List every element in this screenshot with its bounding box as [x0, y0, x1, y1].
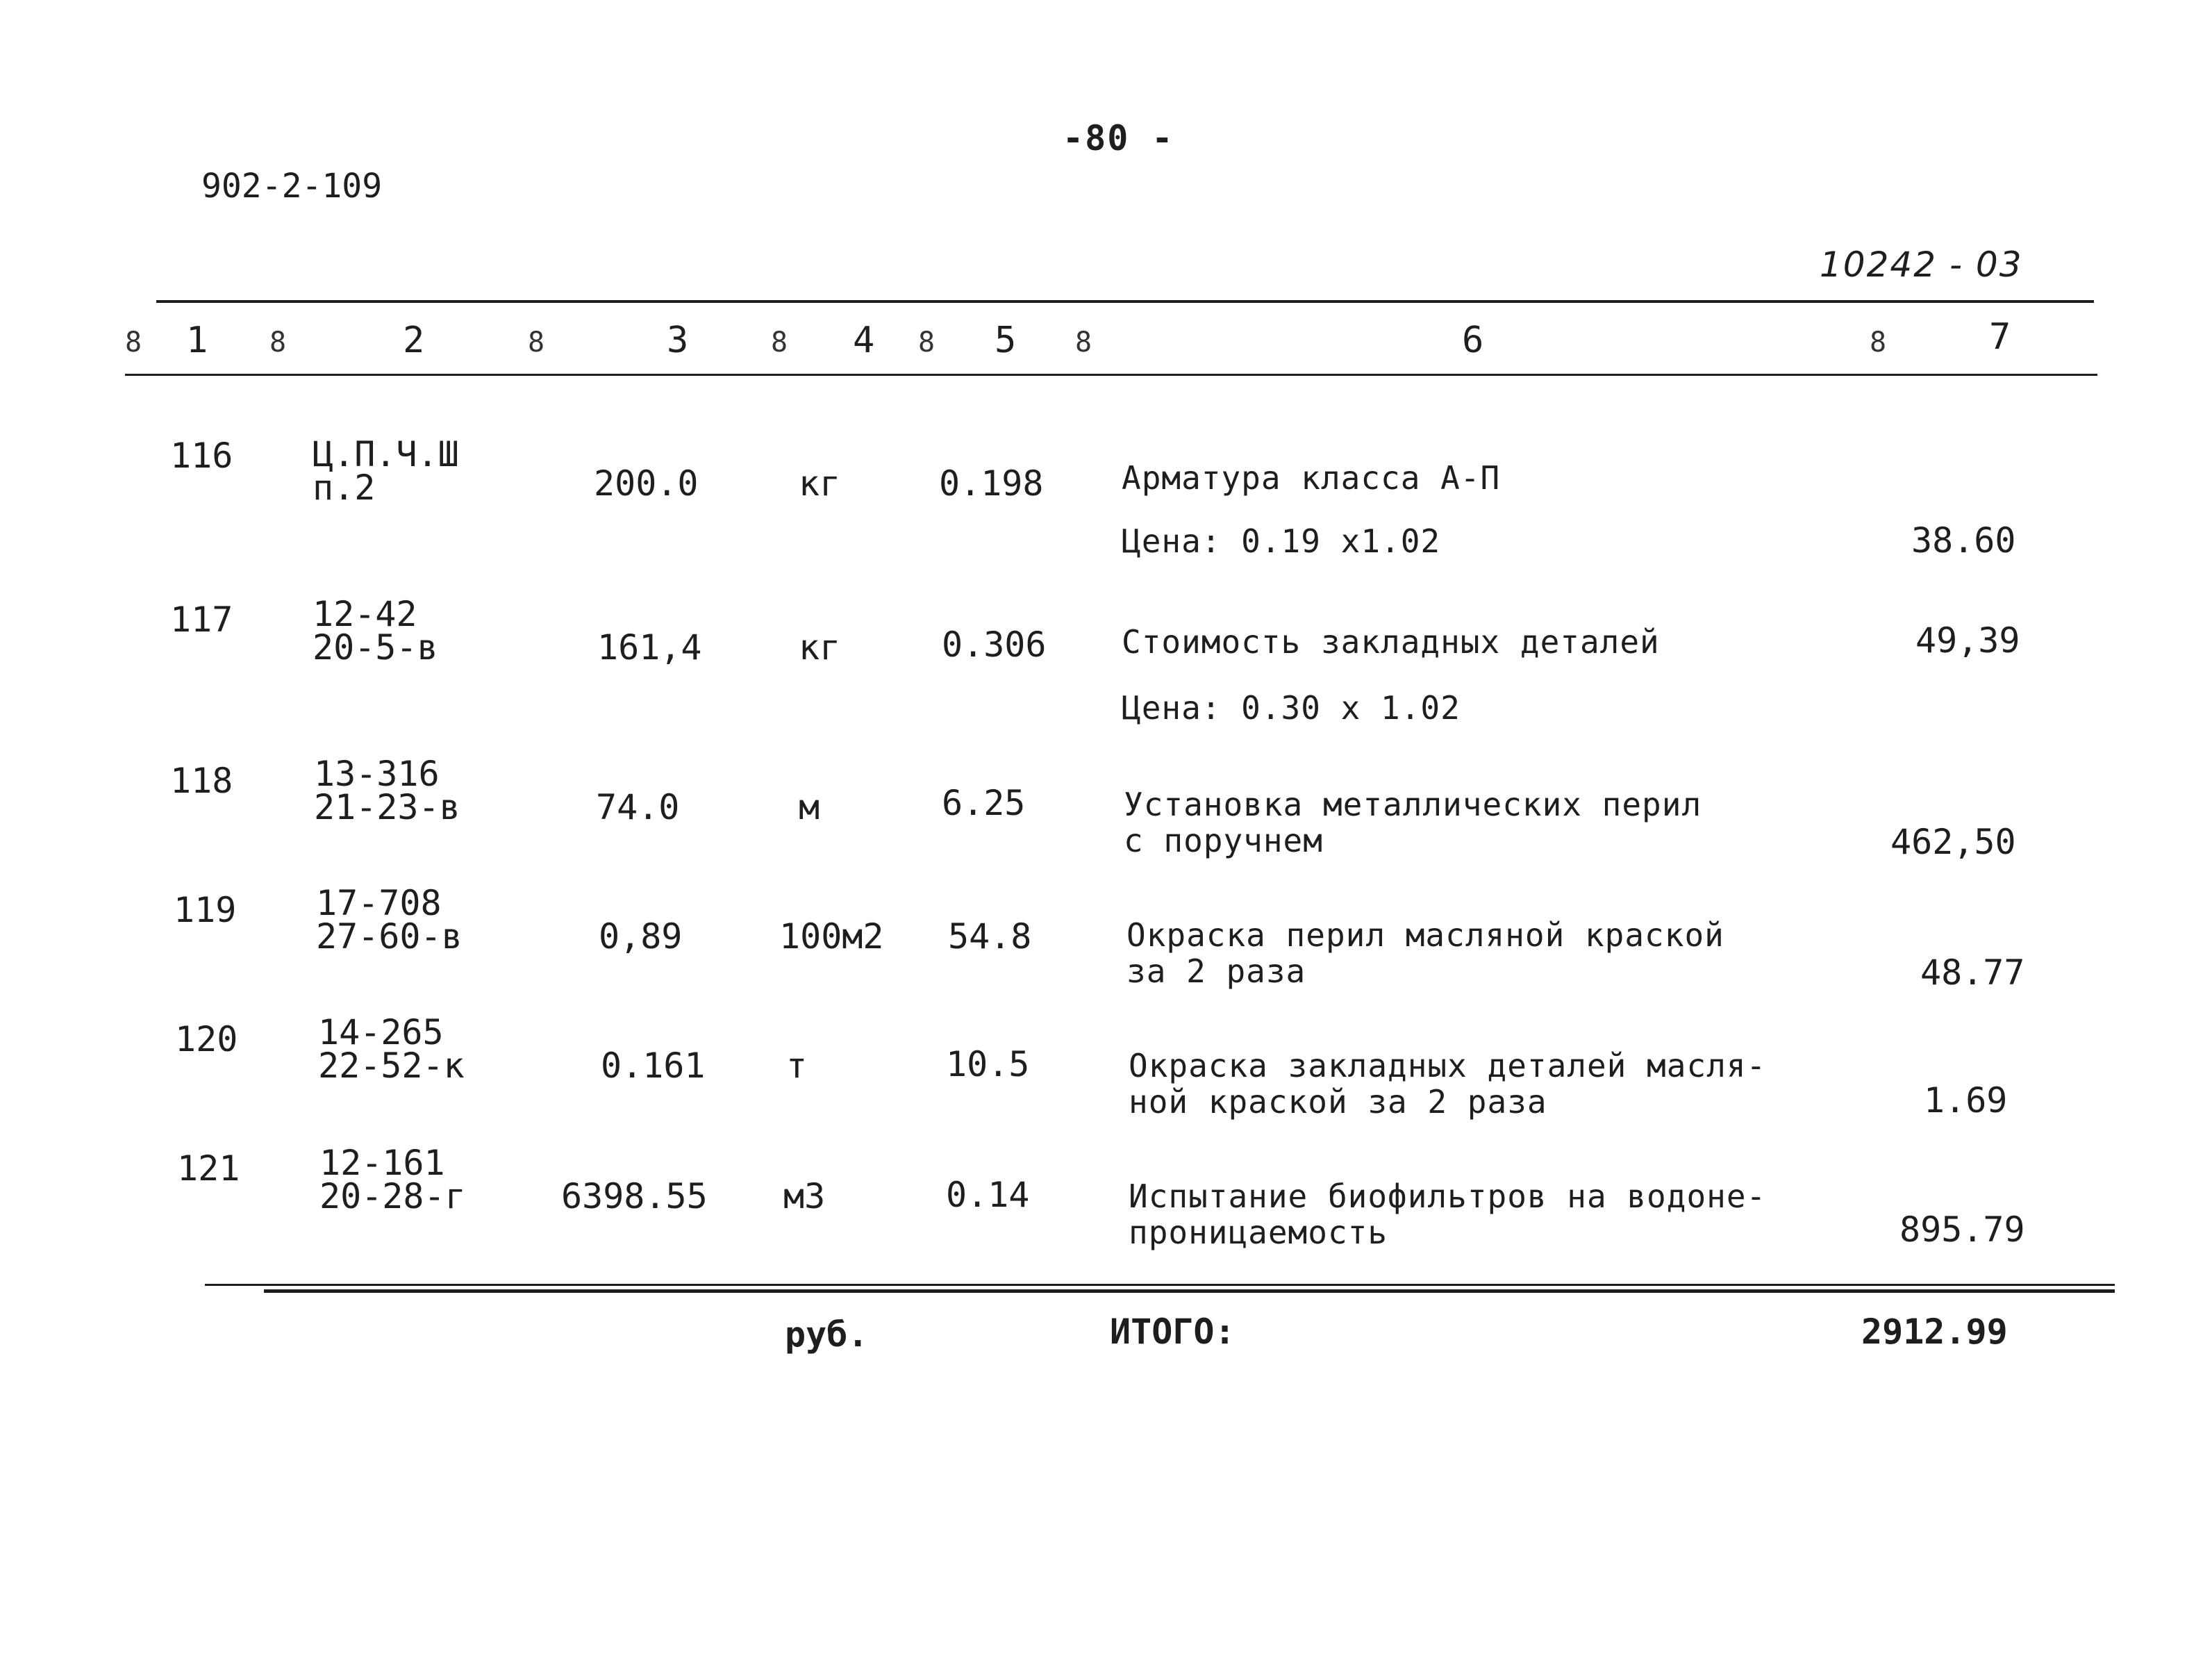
norm-code-line-1: 17-708: [316, 883, 442, 923]
row-number: 118: [170, 761, 233, 801]
document-reference: 10242 - 03: [1820, 245, 2023, 285]
header-bottom-rule: [125, 374, 2097, 376]
description-line-1: Окраска перил масляной краской: [1126, 916, 1724, 954]
unit: т: [786, 1046, 808, 1086]
unit-rate: 0.198: [939, 463, 1044, 504]
row-number: 116: [170, 436, 233, 476]
norm-code-line-1: 14-265: [318, 1012, 444, 1052]
total-currency: руб.: [785, 1314, 869, 1355]
description-line-2: проницаемость: [1129, 1214, 1388, 1251]
grand-total: 2912.99: [1861, 1312, 2008, 1352]
row-total: 1.69: [1924, 1080, 2008, 1121]
column-header-3: 3: [667, 320, 689, 361]
row-number: 121: [177, 1148, 240, 1189]
column-header-1: 1: [186, 320, 208, 361]
norm-code-line-2: 21-23-в: [314, 787, 460, 827]
column-separator: 8: [918, 327, 935, 358]
row-number: 119: [174, 890, 237, 930]
description-line-2: за 2 раза: [1126, 952, 1306, 990]
quantity: 6398.55: [561, 1176, 708, 1216]
row-total: 462,50: [1890, 822, 2016, 862]
description-line-1: Окраска закладных деталей масля-: [1129, 1047, 1767, 1084]
norm-code-line-2: 22-52-к: [318, 1046, 465, 1086]
column-separator: 8: [269, 327, 287, 358]
norm-code-line-1: 13-316: [314, 754, 440, 794]
row-number: 117: [170, 600, 233, 640]
unit: кг: [799, 627, 841, 668]
unit: кг: [799, 463, 841, 504]
norm-code-line-2: 27-60-в: [316, 916, 463, 957]
column-header-6: 6: [1462, 320, 1484, 361]
row-number: 120: [175, 1019, 238, 1059]
table-top-rule: [156, 300, 2094, 303]
norm-code-line-2: 20-5-в: [313, 627, 438, 668]
norm-code-line-1: Ц.П.Ч.Ш: [313, 434, 459, 474]
price-note: Цена: 0.19 х1.02: [1122, 522, 1441, 560]
norm-code-line-2: п.2: [313, 468, 376, 508]
row-total: 38.60: [1911, 520, 2016, 561]
unit-rate: 6.25: [942, 783, 1026, 823]
row-total: 49,39: [1915, 620, 2020, 661]
column-header-7: 7: [1989, 316, 2011, 358]
column-header-4: 4: [853, 320, 875, 361]
norm-code-line-1: 12-42: [313, 594, 417, 634]
norm-code-line-1: 12-161: [319, 1143, 445, 1183]
unit-rate: 10.5: [946, 1044, 1030, 1084]
table-bottom-rule: [205, 1284, 2115, 1286]
page-number: -80 -: [1063, 118, 1174, 158]
quantity: 161,4: [597, 627, 702, 668]
table-bottom-rule-thick: [264, 1289, 2115, 1293]
unit-rate: 0.306: [942, 625, 1047, 665]
unit-rate: 0.14: [946, 1175, 1030, 1215]
total-label: ИТОГО:: [1110, 1312, 1236, 1352]
description-line-2: ной краской за 2 раза: [1129, 1083, 1547, 1121]
description-line-1: Испытание биофильтров на водоне-: [1129, 1178, 1767, 1215]
norm-code-line-2: 20-28-г: [319, 1176, 466, 1216]
column-separator: 8: [771, 327, 788, 358]
unit-rate: 54.8: [948, 916, 1032, 957]
unit: м3: [783, 1176, 826, 1216]
quantity: 200.0: [594, 463, 699, 504]
price-note: Цена: 0.30 х 1.02: [1122, 689, 1461, 727]
unit: 100м2: [779, 916, 884, 957]
quantity: 0,89: [599, 916, 683, 957]
document-code: 902-2-109: [201, 167, 383, 206]
description-line-1: Арматура класса А-П: [1122, 459, 1501, 497]
description-line-1: Стоимость закладных деталей: [1122, 623, 1660, 661]
row-total: 895.79: [1899, 1209, 2025, 1250]
quantity: 0.161: [601, 1046, 706, 1086]
column-separator: 8: [1870, 327, 1887, 358]
column-header-2: 2: [403, 320, 425, 361]
column-separator: 8: [125, 327, 142, 358]
row-total: 48.77: [1920, 952, 2025, 993]
column-header-5: 5: [995, 320, 1017, 361]
quantity: 74.0: [596, 787, 680, 827]
unit: м: [799, 787, 820, 827]
description-line-1: Установка металлических перил: [1124, 786, 1702, 823]
description-line-2: с поручнем: [1124, 822, 1323, 859]
column-separator: 8: [528, 327, 545, 358]
column-separator: 8: [1075, 327, 1092, 358]
